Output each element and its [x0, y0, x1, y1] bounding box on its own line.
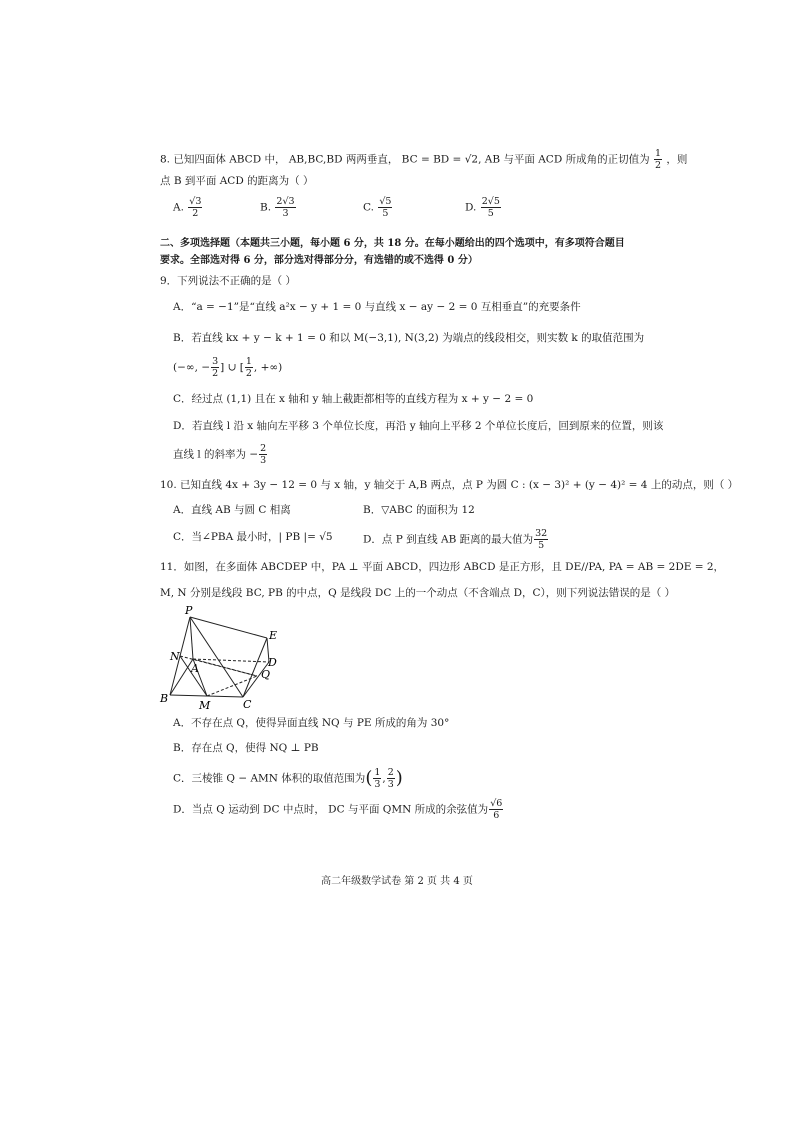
edge-BA	[170, 659, 193, 695]
label-A: A	[191, 662, 199, 675]
label-D: D	[268, 656, 277, 669]
q8-line1-end: ，则	[666, 153, 688, 166]
q8-option-b	[260, 196, 297, 219]
option-label: A.	[173, 201, 184, 214]
q9-d-fraction	[259, 443, 267, 466]
label-N: N	[170, 650, 180, 663]
range-left: (−∞, −	[173, 361, 211, 374]
range-mid: ] ∪ [	[220, 361, 244, 374]
q8-tan-fraction	[654, 148, 662, 171]
q9-option-d-line2	[173, 443, 268, 466]
page-footer: 高二年级数学试卷 第 2 页 共 4 页	[321, 876, 473, 887]
q8-line2: 点 B 到平面 ACD 的距离为（ ）	[160, 175, 314, 187]
range-fraction-1	[211, 356, 219, 379]
frac-num: 2√3	[276, 196, 295, 207]
frac-den: 2	[245, 368, 252, 379]
q11-d-text: D．当点 Q 运动到 DC 中点时， DC 与平面 QMN 所成的余弦值为	[173, 803, 489, 816]
option-fraction	[188, 196, 202, 219]
edge-AP	[190, 617, 193, 659]
frac-den: 3	[387, 779, 394, 790]
frac-den: 2	[654, 160, 661, 171]
frac-num: 1	[654, 148, 661, 159]
frac-num: 3	[212, 356, 219, 367]
option-label: C.	[363, 201, 374, 214]
frac-den: 6	[493, 810, 500, 821]
q8-option-d	[465, 196, 502, 219]
q11-line1: 11．如图，在多面体 ABCDEP 中，PA ⊥ 平面 ABCD，四边形 ABCD 是正方形，且 DE//PA, PA = AB = 2DE = 2，	[160, 561, 725, 573]
frac-den: 5	[538, 540, 545, 551]
frac-den: 3	[282, 208, 289, 219]
q11-option-b: B．存在点 Q，使得 NQ ⊥ PB	[173, 742, 319, 754]
frac-den: 3	[374, 779, 381, 790]
frac-num: 1	[374, 767, 381, 778]
c-fraction-2	[387, 767, 395, 790]
label-Q: Q	[261, 668, 271, 681]
frac-num: 2	[260, 443, 267, 454]
q8-line1-text: 8. 已知四面体 ABCD 中， AB,BC,BD 两两垂直， BC = BD = √2, AB 与平面 ACD 所成角的正切值为	[160, 153, 650, 166]
q9-option-c: C．经过点 (1,1) 且在 x 轴和 y 轴上截距都相等的直线方程为 x + y − 2 = 0	[173, 393, 534, 405]
q10-option-c: C．当∠PBA 最小时，| PB |= √5	[173, 531, 333, 543]
frac-num: √6	[490, 798, 503, 809]
frac-num: 2√5	[481, 196, 500, 207]
frac-num: 32	[535, 528, 548, 539]
label-B: B	[160, 692, 169, 705]
q10-option-a: A．直线 AB 与圆 C 相离	[173, 504, 291, 516]
q10-option-d	[363, 528, 549, 551]
label-E: E	[269, 629, 278, 642]
frac-den: 2	[212, 368, 219, 379]
q11-option-a: A．不存在点 Q，使得异面直线 NQ 与 PE 所成的角为 30°	[173, 717, 450, 729]
c-fraction-1	[373, 767, 381, 790]
q9-stem: 9．下列说法不正确的是（ ）	[160, 275, 297, 287]
edge-MQ	[207, 676, 257, 696]
q11-c-text: C．三棱锥 Q − AMN 体积的取值范围为	[173, 772, 366, 785]
option-fraction	[378, 196, 392, 219]
section2-line2: 要求。全部选对得 6 分，部分选对得部分分，有选错的或不选得 0 分）	[160, 255, 478, 266]
q8-line1	[160, 148, 687, 171]
q9-option-b: B．若直线 kx + y − k + 1 = 0 和以 M(−3,1), N(3,2) 为端点的线段相交，则实数 k 的取值范围为	[173, 332, 645, 344]
label-P: P	[185, 604, 193, 617]
q9-option-b-range	[173, 356, 282, 379]
section2-line1: 二、多项选择题（本题共三小题，每小题 6 分，共 18 分。在每小题给出的四个选项中，有多项符合题目	[160, 238, 625, 249]
q10-option-b: B．▽ABC 的面积为 12	[363, 504, 475, 516]
polyhedron-figure	[155, 602, 285, 712]
q9-option-a: A．“a = −1”是“直线 a²x − y + 1 = 0 与直线 x − ay − 2 = 0 互相垂直”的充要条件	[173, 301, 581, 313]
comma: ,	[382, 772, 386, 785]
q11-line2: M, N 分别是线段 BC, PB 的中点，Q 是线段 DC 上的一个动点（不含端点 D，C），则下列说法错误的是（ ）	[160, 587, 676, 599]
frac-den: 5	[382, 208, 389, 219]
label-M: M	[199, 699, 211, 712]
frac-den: 2	[192, 208, 199, 219]
q11-option-d	[173, 798, 504, 821]
option-label: D.	[465, 201, 477, 214]
q10-d-text: D．点 P 到直线 AB 距离的最大值为	[363, 533, 534, 546]
q10-d-fraction	[534, 528, 548, 551]
frac-num: √3	[189, 196, 202, 207]
option-fraction	[481, 196, 501, 219]
paren-left: (	[365, 767, 373, 789]
label-C: C	[243, 698, 252, 711]
frac-num: 1	[245, 356, 252, 367]
frac-num: 2	[387, 767, 394, 778]
q8-option-a	[173, 196, 203, 219]
frac-den: 3	[260, 455, 267, 466]
q9-d-text: 直线 l 的斜率为 −	[173, 448, 259, 461]
q9-option-d: D．若直线 l 沿 x 轴向左平移 3 个单位长度，再沿 y 轴向上平移 2 个单位长度后，回到原来的位置，则该	[173, 420, 664, 432]
range-fraction-2	[245, 356, 253, 379]
frac-den: 5	[487, 208, 494, 219]
option-label: B.	[260, 201, 272, 214]
q11-option-c	[173, 767, 403, 790]
q10-stem: 10. 已知直线 4x + 3y − 12 = 0 与 x 轴，y 轴交于 A,B 两点，点 P 为圆 C : (x − 3)² + (y − 4)² = 4 上的动点，则（ ）	[160, 479, 739, 491]
q8-option-c	[363, 196, 393, 219]
range-right: , +∞)	[253, 361, 283, 374]
frac-num: √5	[379, 196, 392, 207]
option-fraction	[275, 196, 295, 219]
q11-d-fraction	[489, 798, 503, 821]
paren-right: )	[395, 767, 403, 789]
